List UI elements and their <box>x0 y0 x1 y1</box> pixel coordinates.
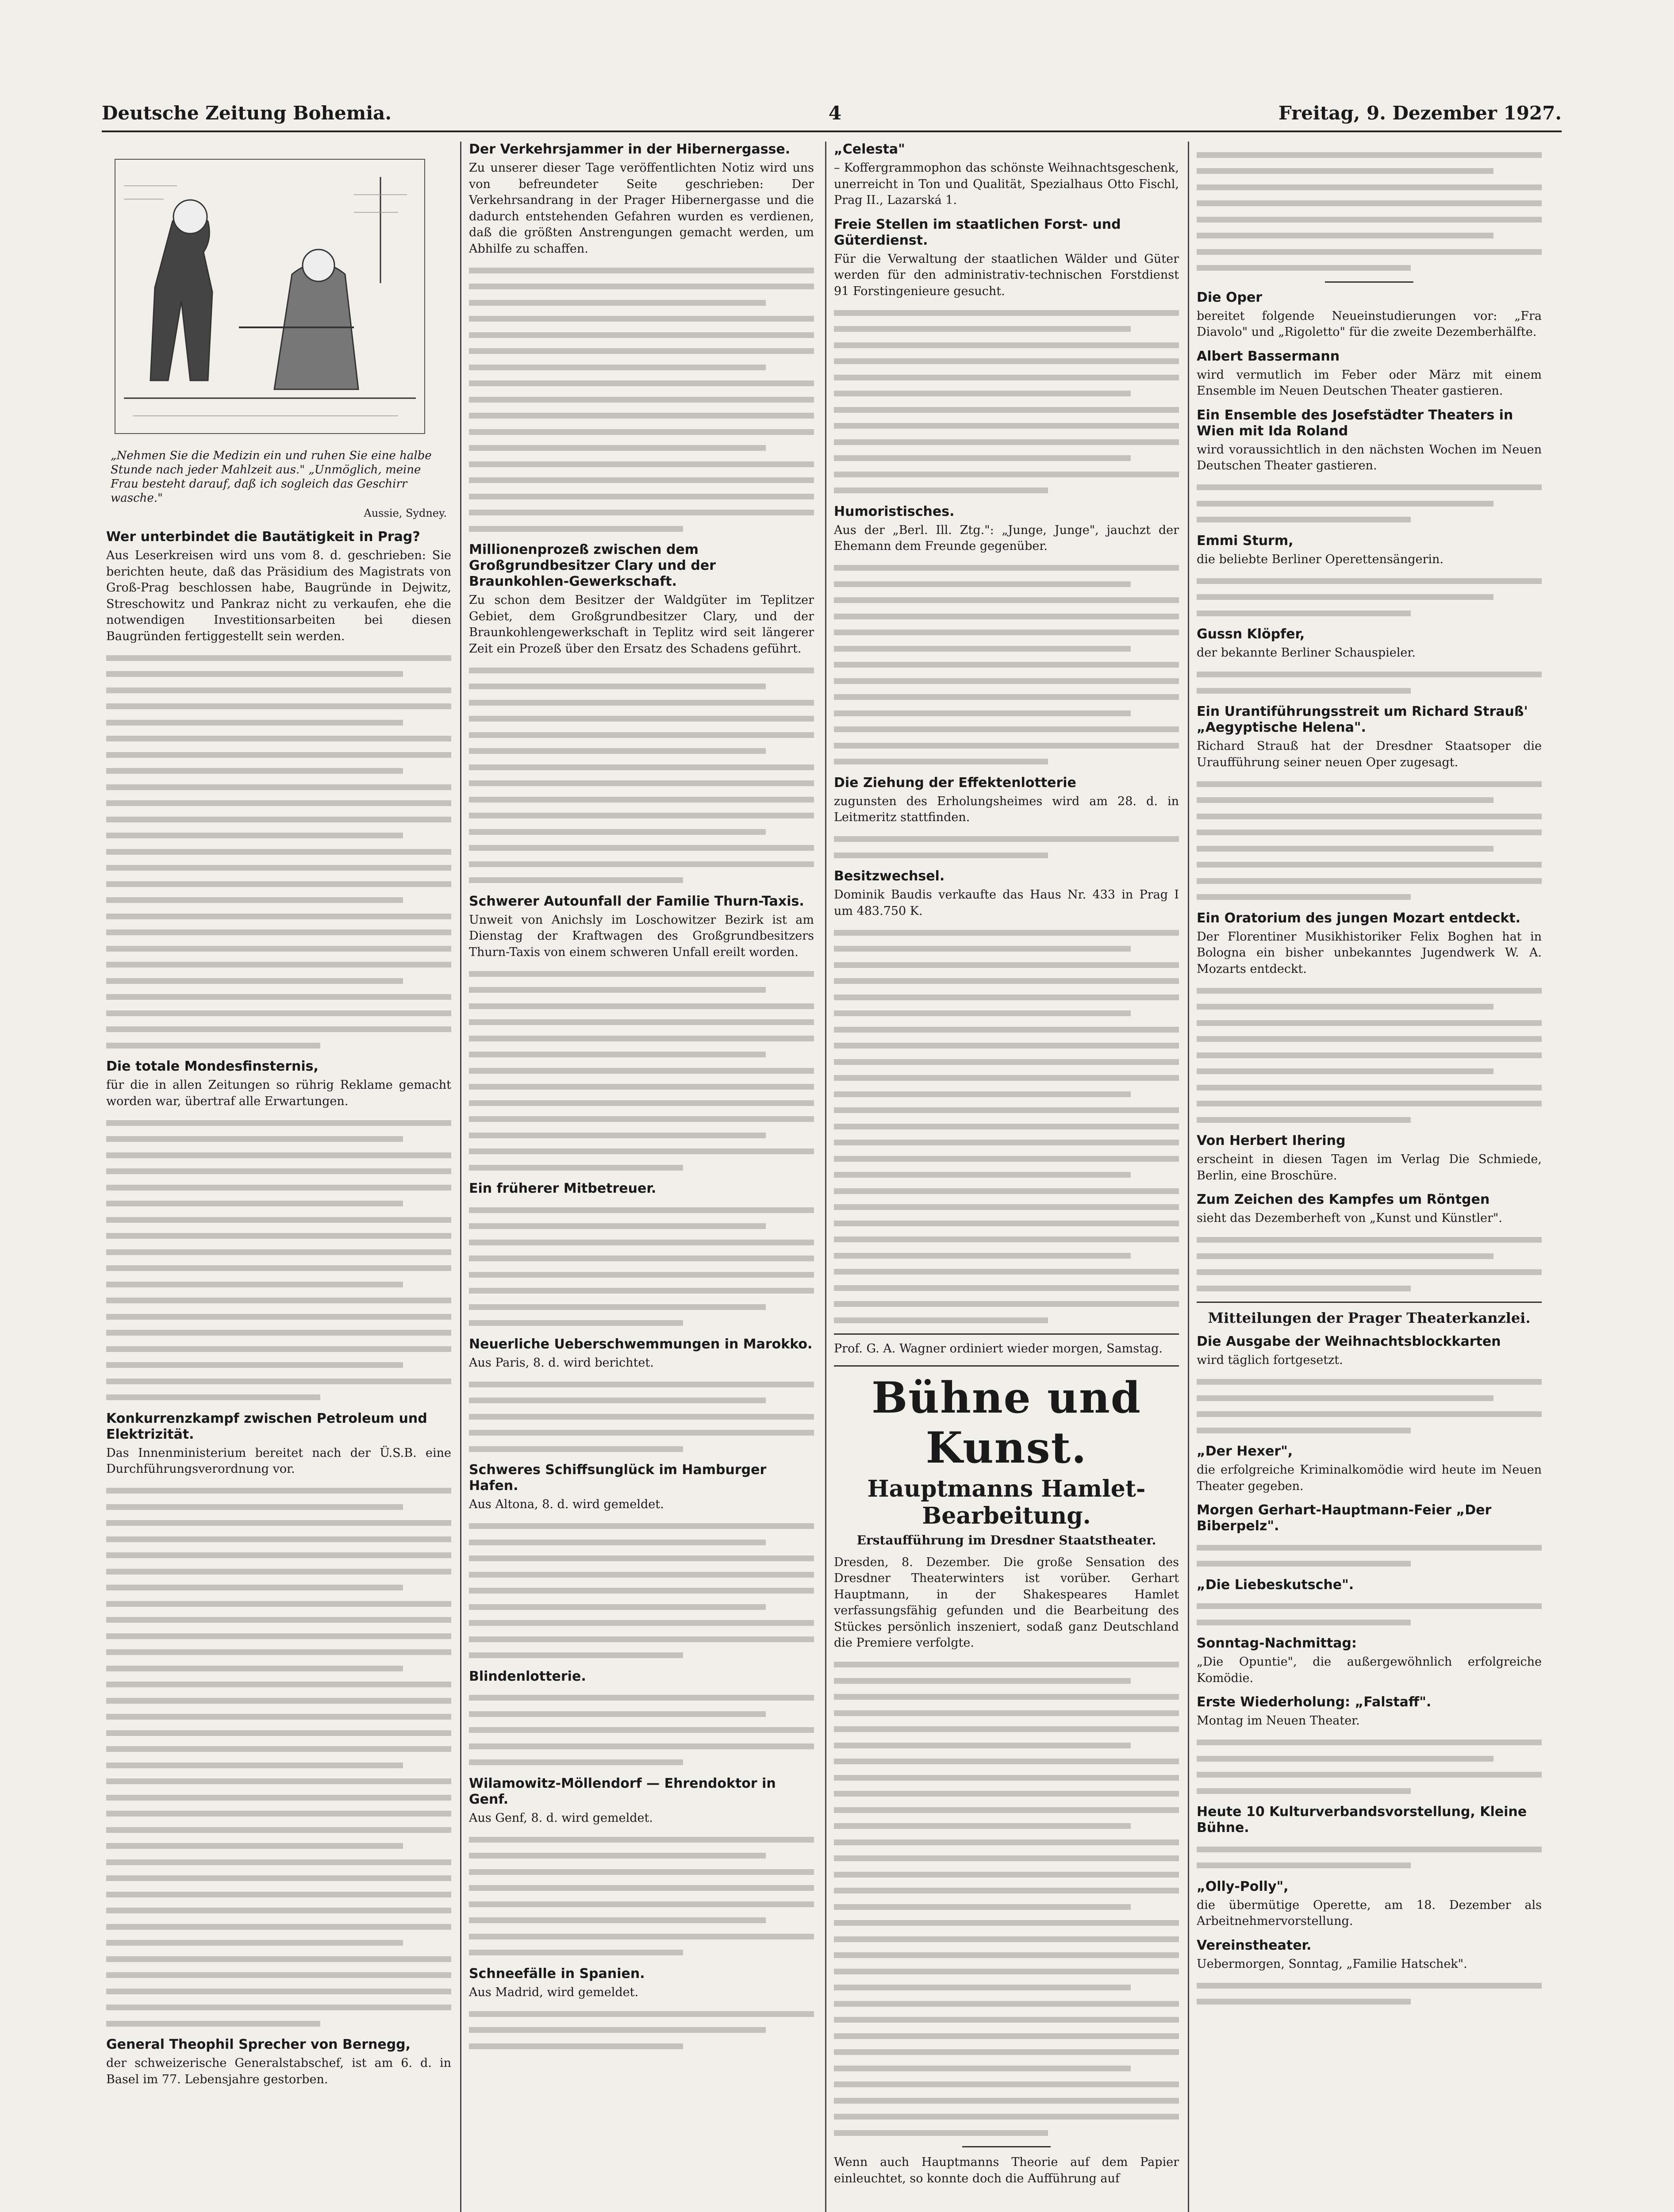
article <box>106 1059 451 1400</box>
article-title: Emmi Sturm, <box>1197 533 1294 549</box>
article-title: Millionenprozeß zwischen dem Großgrundbesitzer Clary und der Braunkohlen-Gewerkschaft. <box>469 542 716 589</box>
article-title: Die Oper <box>1197 289 1263 305</box>
article-title: Ein früherer Mitbetreuer. <box>469 1181 657 1196</box>
article <box>834 775 1179 858</box>
article <box>106 1411 451 2027</box>
article-text: Der Florentiner Musikhistoriker Felix Boghen hat in Bologna ein bisher unbekanntes Jugendwerk W. A. Mozarts entdeckt. <box>1197 929 1542 976</box>
divider <box>1325 281 1413 283</box>
article <box>1197 1444 1542 1494</box>
article-title: Der Verkehrsjammer in der Hibernergasse. <box>469 142 791 157</box>
article <box>106 529 451 1048</box>
article <box>469 1966 814 2049</box>
article-text: erscheint in diesen Tagen im Verlag Die Schmiede, Berlin, eine Broschüre. <box>1197 1152 1542 1183</box>
article-body-lines <box>1197 484 1542 522</box>
article-body-lines <box>469 1695 814 1765</box>
article <box>1197 1694 1542 1794</box>
cartoon-caption: „Nehmen Sie die Medizin ein und ruhen Sie eine halbe Stunde nach jeder Mahlzeit aus." „Unmöglich, meine Frau besteht darauf, daß ich sogleich das Geschirr wasche." <box>111 449 432 505</box>
article <box>1197 407 1542 523</box>
article-body-lines <box>834 1662 1179 2136</box>
article-title: „Celesta" <box>834 142 905 157</box>
notice <box>834 1341 1179 1357</box>
article-text: Montag im Neuen Theater. <box>1197 1714 1360 1728</box>
article-body-lines <box>106 655 451 1048</box>
article-title: Blindenlotterie. <box>469 1668 586 1684</box>
article-text: Zu schon dem Besitzer der Waldgüter im Teplitzer Gebiet, dem Großgrundbesitzer Clary, und der Braunkohlengewerkschaft in Teplitz wird seit längerer Zeit ein Prozeß über den Ersatz des Schadens geführt. <box>469 593 814 656</box>
article-title: Humoristisches. <box>834 503 955 519</box>
article-title: Schwerer Autounfall der Familie Thurn-Taxis. <box>469 893 804 909</box>
article-title: Von Herbert Ihering <box>1197 1133 1346 1148</box>
article-text: Uebermorgen, Sonntag, „Familie Hatschek". <box>1197 1957 1467 1971</box>
article-text: Aus Leserkreisen wird uns vom 8. d. geschrieben: Sie berichten heute, daß das Präsidium des Magistrats von Groß-Prag beschlossen habe, Baugründe in Dejwitz, Streschowitz und Pankraz nicht zu verkaufen, ehe die notwendigen Investitionsarbeiten bei diesen Baugründen fertiggestellt sein werden. <box>106 549 451 643</box>
article-text: Aus Madrid, wird gemeldet. <box>469 1985 639 1999</box>
article-body-lines <box>1197 578 1542 616</box>
article-body-lines <box>469 668 814 883</box>
article-text: Aus der „Berl. Ill. Ztg.": „Junge, Junge", jauchzt der Ehemann dem Freunde gegenüber. <box>834 523 1179 553</box>
article <box>469 542 814 883</box>
article <box>834 1555 1179 2187</box>
divider <box>962 2146 1051 2147</box>
article-text: Dresden, 8. Dezember. Die große Sensation des Dresdner Theaterwinters ist vorüber. Gerhart Hauptmann, in der Shakespeares Hamlet verfassungsfähig gefunden und die Bearbeitung des Stückes persönlich inszeniert, sodaß ganz Deutschland die Premiere verfolgte. <box>834 1555 1179 1650</box>
article-title: Zum Zeichen des Kampfes um Röntgen <box>1197 1192 1490 1207</box>
column-divider <box>1188 142 1189 2212</box>
article-title: Besitzwechsel. <box>834 868 945 884</box>
article <box>1197 349 1542 399</box>
article-body-lines <box>469 971 814 1171</box>
article <box>469 1336 814 1452</box>
article <box>834 868 1179 1323</box>
article <box>1197 910 1542 1123</box>
article <box>469 1669 814 1766</box>
article-text: der schweizerische Generalstabschef, ist am 6. d. in Basel im 77. Lebensjahre gestorben. <box>106 2056 451 2086</box>
paper-name: Deutsche Zeitung Bohemia. <box>102 102 392 124</box>
article-title: Sonntag-Nachmittag: <box>1197 1636 1357 1651</box>
article-body-lines <box>834 565 1179 764</box>
article-title: Die totale Mondesfinsternis, <box>106 1059 319 1074</box>
article <box>1197 1192 1542 1291</box>
article-text: für die in allen Zeitungen so rührig Reklame gemacht worden war, übertraf alle Erwartungen. <box>106 1078 451 1108</box>
article <box>1197 533 1542 616</box>
article-body-lines <box>469 1382 814 1452</box>
article-title: Die Ziehung der Effektenlotterie <box>834 775 1076 791</box>
article-title: Wilamowitz-Möllendorf — Ehrendoktor in Genf. <box>469 1775 776 1807</box>
article-title: Gussn Klöpfer, <box>1197 626 1305 642</box>
issue-date: Freitag, 9. Dezember 1927. <box>1278 102 1562 124</box>
page-number: 4 <box>828 102 842 124</box>
article <box>469 1776 814 1956</box>
article-title: Ein Urantiführungsstreit um Richard Strauß' „Aegyptische Helena". <box>1197 704 1528 735</box>
advertisement <box>834 142 1179 209</box>
article-text: wird vermutlich im Feber oder März mit einem Ensemble im Neuen Deutschen Theater gastieren. <box>1197 368 1542 398</box>
article-text: Dominik Baudis verkaufte das Haus Nr. 433 in Prag I um 483.750 K. <box>834 888 1179 918</box>
article-text: wird voraussichtlich in den nächsten Wochen im Neuen Deutschen Theater gastieren. <box>1197 442 1542 472</box>
article-text: bereitet folgende Neueinstudierungen vor: „Fra Diavolo" und „Rigoletto" für die zweite Dezemberhälfte. <box>1197 309 1542 339</box>
article-body-lines <box>106 1488 451 2027</box>
article <box>1197 626 1542 694</box>
article-title: Freie Stellen im staatlichen Forst- und Güterdienst. <box>834 216 1121 248</box>
column-1 <box>106 142 451 2096</box>
article-body-lines <box>469 1523 814 1658</box>
article <box>469 894 814 1171</box>
article <box>1197 1133 1542 1184</box>
article-text: die übermütige Operette, am 18. Dezember als Arbeitnehmervorstellung. <box>1197 1898 1542 1928</box>
section-rule <box>834 1333 1179 1335</box>
article-text: die erfolgreiche Kriminalkomödie wird heute im Neuen Theater gegeben. <box>1197 1463 1542 1493</box>
masthead <box>102 100 1562 126</box>
article-title: Heute 10 Kulturverbandsvorstellung, Kleine Bühne. <box>1197 1804 1527 1836</box>
article-body-lines <box>834 836 1179 858</box>
article-text: Aus Altona, 8. d. wird gemeldet. <box>469 1498 664 1511</box>
article <box>106 2037 451 2088</box>
section-rule <box>834 1365 1179 1367</box>
article-text: Aus Paris, 8. d. wird berichtet. <box>469 1356 654 1370</box>
article-title: Vereinstheater. <box>1197 1937 1312 1953</box>
article-text: die beliebte Berliner Operettensängerin. <box>1197 552 1444 566</box>
cartoon-illustration <box>106 150 434 442</box>
article <box>1197 1636 1542 1686</box>
article-text: wird täglich fortgesetzt. <box>1197 1353 1343 1367</box>
section-title: Bühne und Kunst. <box>872 1372 1141 1473</box>
article-body-lines <box>834 930 1179 1323</box>
article <box>834 217 1179 494</box>
column-2 <box>469 142 814 2059</box>
article-body-lines <box>1197 672 1542 694</box>
article-body-lines <box>1197 781 1542 900</box>
masthead-rule <box>102 131 1562 132</box>
column-4 <box>1197 142 1542 2015</box>
article-text: Richard Strauß hat der Dresdner Staatsoper die Uraufführung seiner neuen Oper zugesagt. <box>1197 739 1542 769</box>
article-title: Ein Ensemble des Josefstädter Theaters in Wien mit Ida Roland <box>1197 407 1513 439</box>
column-divider <box>825 142 826 2212</box>
article <box>834 504 1179 765</box>
article <box>1197 1879 1542 1930</box>
article-title: Konkurrenzkampf zwischen Petroleum und Elektrizität. <box>106 1410 427 1442</box>
article-title: „Die Liebeskutsche". <box>1197 1577 1354 1593</box>
article-body-lines <box>469 1207 814 1326</box>
article-body-lines <box>1197 1545 1542 1567</box>
article-title: „Der Hexer", <box>1197 1444 1293 1459</box>
article-headline: Hauptmanns Hamlet-Bearbeitung. <box>867 1475 1146 1529</box>
article-text: zugunsten des Erholungsheimes wird am 28. d. in Leitmeritz stattfinden. <box>834 794 1179 824</box>
article-text: Für die Verwaltung der staatlichen Wälder und Güter werden für den administrativ-technischen Forstdienst 91 Forstingenieure gesucht. <box>834 252 1179 298</box>
notice-text: Prof. G. A. Wagner ordiniert wieder morgen, Samstag. <box>834 1342 1163 1356</box>
article-body-lines <box>834 310 1179 494</box>
article-body-lines <box>106 1120 451 1401</box>
article-title: Neuerliche Ueberschwemmungen in Marokko. <box>469 1336 813 1352</box>
article-body-lines <box>1197 1237 1542 1291</box>
column-3 <box>834 142 1179 2195</box>
article <box>1197 1577 1542 1625</box>
article-title: „Olly-Polly", <box>1197 1878 1289 1894</box>
article <box>469 142 814 532</box>
article-body-lines <box>1197 1847 1542 1869</box>
article-subheadline: Erstaufführung im Dresdner Staatstheater. <box>856 1532 1156 1548</box>
article-title: Schweres Schiffsunglück im Hamburger Hafen. <box>469 1462 767 1494</box>
article <box>1197 1334 1542 1433</box>
article-title: Wer unterbindet die Bautätigkeit in Prag? <box>106 529 420 545</box>
article-text: – Koffergrammophon das schönste Weihnachtsgeschenk, unerreicht in Ton und Qualität, Spezialhaus Otto Fischl, Prag II., Lazarská 1. <box>834 161 1179 207</box>
article-title: Erste Wiederholung: „Falstaff". <box>1197 1694 1432 1710</box>
article-text: Aus Genf, 8. d. wird gemeldet. <box>469 1811 653 1825</box>
article-title: General Theophil Sprecher von Bernegg, <box>106 2037 411 2052</box>
article-body-lines <box>469 268 814 532</box>
article-text: Zu unserer dieser Tage veröffentlichten Notiz wird uns von befreundeter Seite geschrieben: Der Verkehrsandrang in der Prager Hibernergasse und die dadurch entstehenden Gefahren wurden es verdienen, daß die größten Anstrengungen gemacht werden, um Abhilfe zu schaffen. <box>469 161 814 256</box>
article-body-lines <box>1197 1983 1542 2005</box>
article-text: sieht das Dezemberheft von „Kunst und Künstler". <box>1197 1211 1502 1225</box>
article-body-lines <box>1197 1740 1542 1794</box>
article <box>469 1462 814 1658</box>
article-body-lines <box>469 1837 814 1956</box>
article <box>1197 1804 1542 1868</box>
article-body-lines <box>1197 988 1542 1123</box>
article-title: Morgen Gerhart-Hauptmann-Feier „Der Biberpelz". <box>1197 1502 1492 1534</box>
cartoon-credit: Aussie, Sydney. <box>364 507 447 519</box>
article-text: der bekannte Berliner Schauspieler. <box>1197 646 1416 660</box>
article-body-lines <box>1197 152 1542 271</box>
article-text: Wenn auch Hauptmanns Theorie auf dem Papier einleuchtet, so konnte doch die Aufführung auf <box>834 2155 1179 2185</box>
article-text: Unweit von Anichsly im Loschowitzer Bezirk ist am Dienstag der Kraftwagen des Großgrundbesitzers Thurn-Taxis von einem schweren Unfall ereilt worden. <box>469 913 814 959</box>
article-text: Das Innenministerium bereitet nach der Ü.S.B. eine Durchführungsverordnung vor. <box>106 1446 451 1476</box>
article <box>469 1181 814 1326</box>
article <box>1197 704 1542 900</box>
section-rule <box>1197 1302 1542 1303</box>
article-title: Schneefälle in Spanien. <box>469 1966 645 1982</box>
column-divider <box>460 142 461 2212</box>
article-title: Albert Bassermann <box>1197 348 1340 364</box>
article-title: Die Ausgabe der Weihnachtsblockkarten <box>1197 1334 1501 1349</box>
article <box>1197 1502 1542 1567</box>
article <box>1197 1938 1542 2005</box>
article <box>1197 290 1542 341</box>
article-body-lines <box>469 2011 814 2049</box>
article-body-lines <box>1197 1603 1542 1625</box>
article-title: Ein Oratorium des jungen Mozart entdeckt. <box>1197 910 1521 926</box>
article-text: „Die Opuntie", die außergewöhnlich erfolgreiche Komödie. <box>1197 1655 1542 1685</box>
section-heading: Mitteilungen der Prager Theaterkanzlei. <box>1208 1310 1531 1326</box>
article-body-lines <box>1197 1379 1542 1433</box>
